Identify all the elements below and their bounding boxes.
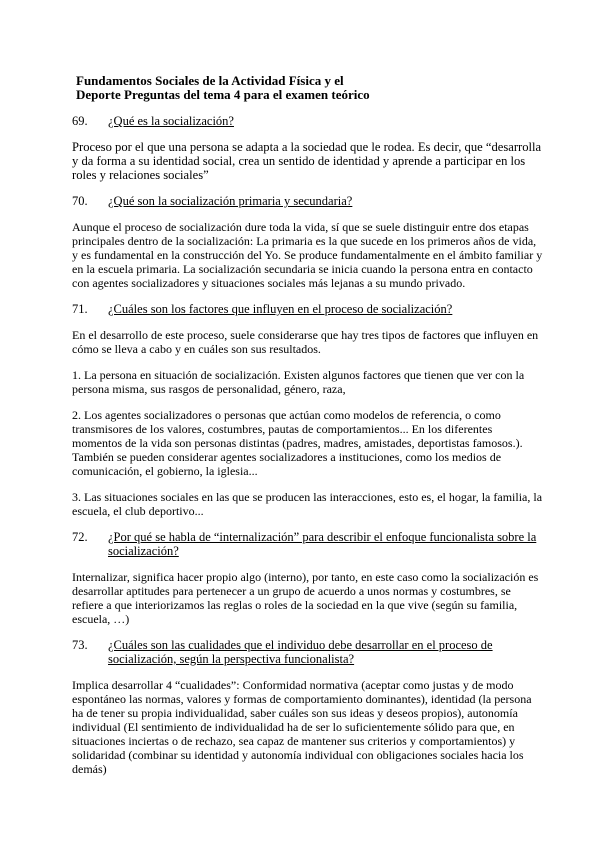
answer-paragraph: 3. Las situaciones sociales en las que se producen las interacciones, esto es, el hogar, la familia, la escuela, el club deportivo... (72, 490, 543, 518)
answer-paragraph: 1. La persona en situación de socialización. Existen algunos factores que tienen que ver con la persona misma, sus rasgos de personalidad, género, raza, (72, 368, 525, 396)
question-70 (72, 194, 544, 208)
question-text: ¿Por qué se habla de “internalización” para describir el enfoque funcionalista sobre la socialización? (108, 530, 537, 558)
answer-paragraph: Proceso por el que una persona se adapta a la sociedad que le rodea. Es decir, que “desarrolla y da forma a su identidad social, crea un sentido de identidad y aprende a participar en los roles y relaciones sociales” (72, 140, 542, 182)
question-71 (72, 302, 544, 316)
question-number: 72. (72, 530, 88, 544)
question-number: 70. (72, 194, 88, 208)
question-number: 73. (72, 638, 88, 652)
question-69 (72, 114, 544, 128)
answer-paragraph: Aunque el proceso de socialización dure toda la vida, sí que se suele distinguir entre dos etapas principales dentro de la socialización: La primaria es la que sucede en los primeros años de vida, y es fundamental en la construcción del Yo. Se produce fundamentalmente en el ámbito familiar y en la escuela primaria. La socialización secundaria se inicia cuando la persona entra en contacto con agentes socializadores y situaciones sociales más lejanas a su mundo privado. (72, 220, 543, 290)
question-72 (72, 530, 544, 558)
answer-paragraph: 2. Los agentes socializadores o personas que actúan como modelos de referencia, o como transmisores de los valores, costumbres, pautas de comportamientos... En los diferentes momentos de la vida son personas distintas (padres, madres, amistades, deportistas famosos.). También se pueden considerar agentes socializadores a instituciones, como los medios de comunicación, el gobierno, la iglesia... (72, 408, 523, 478)
question-number: 69. (72, 114, 88, 128)
question-text: ¿Cuáles son los factores que influyen en el proceso de socialización? (108, 302, 453, 316)
answer-paragraph: Implica desarrollar 4 “cualidades”: Conformidad normativa (aceptar como justas y de modo espontáneo las normas, valores y formas de comportamiento dominantes), identidad (la persona ha de tener su propia individualidad, saber cuáles son sus ideas y deseos propios), autonomía individual (El sentimiento de individualidad ha de ser lo suficientemente sólido para que, en situaciones inciertas o de rechazo, sea capaz de mantener sus criterios y comportamientos) y solidaridad (combinar su identidad y autonomía individual con obligaciones sociales hacia los demás) (72, 678, 532, 776)
question-text: ¿Qué son la socialización primaria y secundaria? (108, 194, 353, 208)
question-text: ¿Cuáles son las cualidades que el individuo debe desarrollar en el proceso de socialización, según la perspectiva funcionalista? (108, 638, 493, 666)
question-text: ¿Qué es la socialización? (108, 114, 234, 128)
document-title: Fundamentos Sociales de la Actividad Física y el Deporte Preguntas del tema 4 para el examen teórico (76, 73, 370, 102)
question-number: 71. (72, 302, 88, 316)
question-73 (72, 638, 544, 666)
answer-paragraph: En el desarrollo de este proceso, suele considerarse que hay tres tipos de factores que influyen en cómo se lleva a cabo y en cuáles son sus resultados. (72, 328, 539, 356)
answer-paragraph: Internalizar, significa hacer propio algo (interno), por tanto, en este caso como la socialización es desarrollar aptitudes para pertenecer a un grupo de acuerdo a unos normas y costumbres, se refiere a que interiorizamos las reglas o roles de la sociedad en la que vive (según su familia, escuela, …) (72, 570, 539, 626)
